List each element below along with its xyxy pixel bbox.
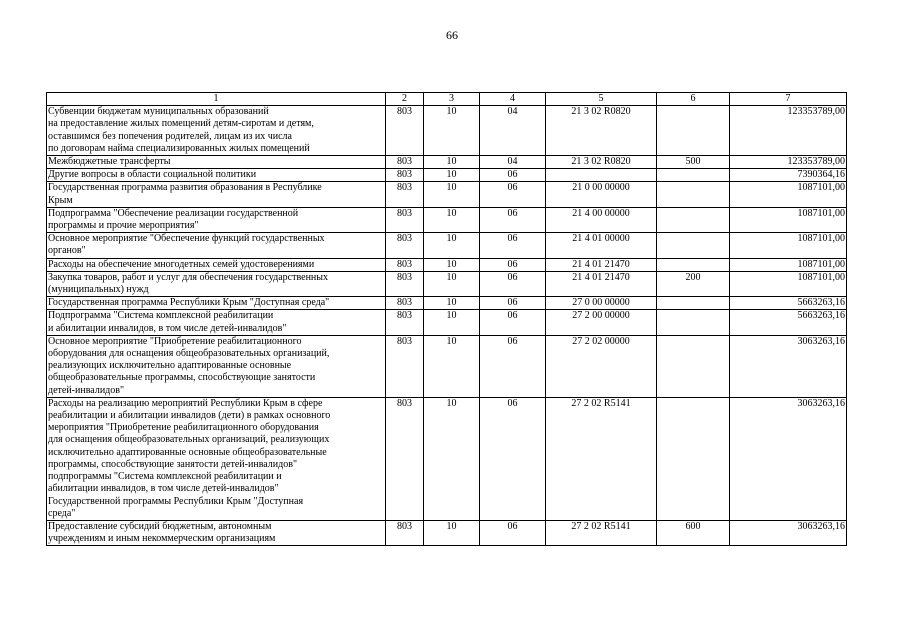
cell-ministry: 803 — [386, 258, 424, 271]
cell-target: 27 2 00 00000 — [546, 310, 657, 335]
cell-amount: 5663263,16 — [730, 297, 847, 310]
cell-expense-type — [657, 169, 730, 182]
cell-section: 10 — [424, 233, 480, 258]
cell-subsection: 06 — [480, 207, 546, 232]
cell-expense-type: 600 — [657, 520, 730, 545]
cell-amount: 1087101,00 — [730, 271, 847, 296]
cell-subsection: 06 — [480, 397, 546, 520]
cell-amount: 1087101,00 — [730, 207, 847, 232]
column-header-ministry: 2 — [386, 93, 424, 106]
cell-ministry: 803 — [386, 233, 424, 258]
cell-target: 27 2 02 R5141 — [546, 520, 657, 545]
cell-name: Межбюджетные трансферты — [47, 156, 386, 169]
cell-subsection: 06 — [480, 182, 546, 207]
cell-section: 10 — [424, 156, 480, 169]
cell-section: 10 — [424, 297, 480, 310]
cell-subsection: 06 — [480, 258, 546, 271]
cell-name: Расходы на реализацию мероприятий Республики Крым в сфере реабилитации и абилитации инвалидов (дети) в рамках основного мероприятия "Приобретение реабилитационного оборудования для оснащения общеобразовательных организаций, реализующих исключительно адаптированные основные общеобразовательные программы, способствующие занятости детей-инвалидов" подпрограммы "Система комплексной реабилитации и абилитации инвалидов, в том числе детей-инвалидов" Государственной программы Республики Крым "Доступная среда" — [47, 397, 386, 520]
cell-subsection: 06 — [480, 271, 546, 296]
cell-expense-type — [657, 182, 730, 207]
cell-ministry: 803 — [386, 182, 424, 207]
column-header-section: 3 — [424, 93, 480, 106]
cell-expense-type: 500 — [657, 156, 730, 169]
cell-name: Субвенции бюджетам муниципальных образований на предоставление жилых помещений детям-сиротам и детям, оставшимся без попечения родителей, лицам из их числа по договорам найма специализированных жилых помещений — [47, 106, 386, 156]
cell-name: Подпрограмма "Обеспечение реализации государственной программы и прочие мероприятия" — [47, 207, 386, 232]
table-row — [47, 106, 847, 156]
cell-target: 21 4 01 21470 — [546, 271, 657, 296]
cell-amount: 1087101,00 — [730, 258, 847, 271]
cell-section: 10 — [424, 169, 480, 182]
cell-ministry: 803 — [386, 297, 424, 310]
cell-ministry: 803 — [386, 310, 424, 335]
table-header-row — [47, 93, 847, 106]
cell-subsection: 06 — [480, 233, 546, 258]
cell-ministry: 803 — [386, 106, 424, 156]
table-row — [47, 520, 847, 545]
cell-target: 21 0 00 00000 — [546, 182, 657, 207]
column-header-subsection: 4 — [480, 93, 546, 106]
table-row — [47, 335, 847, 397]
cell-expense-type — [657, 335, 730, 397]
cell-subsection: 04 — [480, 156, 546, 169]
cell-target: 27 0 00 00000 — [546, 297, 657, 310]
cell-expense-type — [657, 233, 730, 258]
cell-section: 10 — [424, 182, 480, 207]
cell-section: 10 — [424, 520, 480, 545]
cell-amount: 3063263,16 — [730, 397, 847, 520]
cell-target: 21 4 01 21470 — [546, 258, 657, 271]
cell-ministry: 803 — [386, 335, 424, 397]
cell-name: Другие вопросы в области социальной политики — [47, 169, 386, 182]
table-row — [47, 156, 847, 169]
cell-subsection: 04 — [480, 106, 546, 156]
column-header-name: 1 — [47, 93, 386, 106]
cell-ministry: 803 — [386, 207, 424, 232]
cell-amount: 3063263,16 — [730, 335, 847, 397]
cell-ministry: 803 — [386, 156, 424, 169]
cell-target: 21 4 01 00000 — [546, 233, 657, 258]
column-header-amount: 7 — [730, 93, 847, 106]
cell-name: Предоставление субсидий бюджетным, автономным учреждениям и иным некоммерческим организациям — [47, 520, 386, 545]
table-row — [47, 258, 847, 271]
cell-name: Подпрограмма "Система комплексной реабилитации и абилитации инвалидов, в том числе детей-инвалидов" — [47, 310, 386, 335]
cell-section: 10 — [424, 397, 480, 520]
cell-name: Расходы на обеспечение многодетных семей удостоверениями — [47, 258, 386, 271]
table-row — [47, 271, 847, 296]
cell-amount: 5663263,16 — [730, 310, 847, 335]
cell-subsection: 06 — [480, 520, 546, 545]
table-row — [47, 169, 847, 182]
cell-name: Основное мероприятие "Обеспечение функций государственных органов" — [47, 233, 386, 258]
table-row — [47, 397, 847, 520]
cell-target: 27 2 02 R5141 — [546, 397, 657, 520]
cell-ministry: 803 — [386, 169, 424, 182]
cell-expense-type — [657, 106, 730, 156]
cell-target: 21 4 00 00000 — [546, 207, 657, 232]
cell-section: 10 — [424, 207, 480, 232]
cell-name: Государственная программа развития образования в Республике Крым — [47, 182, 386, 207]
cell-ministry: 803 — [386, 271, 424, 296]
cell-amount: 1087101,00 — [730, 233, 847, 258]
cell-expense-type — [657, 397, 730, 520]
cell-name: Закупка товаров, работ и услуг для обеспечения государственных (муниципальных) нужд — [47, 271, 386, 296]
page-number: 66 — [446, 28, 458, 42]
cell-expense-type — [657, 258, 730, 271]
table-row — [47, 207, 847, 232]
cell-amount: 123353789,00 — [730, 156, 847, 169]
cell-amount: 7390364,16 — [730, 169, 847, 182]
cell-expense-type: 200 — [657, 271, 730, 296]
table-row — [47, 182, 847, 207]
cell-section: 10 — [424, 258, 480, 271]
cell-ministry: 803 — [386, 397, 424, 520]
cell-expense-type — [657, 297, 730, 310]
budget-table — [46, 92, 847, 546]
cell-amount: 123353789,00 — [730, 106, 847, 156]
cell-target: 27 2 02 00000 — [546, 335, 657, 397]
cell-subsection: 06 — [480, 335, 546, 397]
cell-expense-type — [657, 310, 730, 335]
cell-section: 10 — [424, 106, 480, 156]
column-header-target: 5 — [546, 93, 657, 106]
cell-section: 10 — [424, 310, 480, 335]
cell-amount: 3063263,16 — [730, 520, 847, 545]
cell-ministry: 803 — [386, 520, 424, 545]
cell-subsection: 06 — [480, 169, 546, 182]
cell-subsection: 06 — [480, 297, 546, 310]
cell-section: 10 — [424, 271, 480, 296]
cell-target: 21 3 02 R0820 — [546, 106, 657, 156]
cell-amount: 1087101,00 — [730, 182, 847, 207]
table-row — [47, 233, 847, 258]
cell-name: Государственная программа Республики Крым "Доступная среда" — [47, 297, 386, 310]
cell-section: 10 — [424, 335, 480, 397]
cell-expense-type — [657, 207, 730, 232]
table-row — [47, 310, 847, 335]
cell-target: 21 3 02 R0820 — [546, 156, 657, 169]
cell-target — [546, 169, 657, 182]
cell-subsection: 06 — [480, 310, 546, 335]
column-header-expense-type: 6 — [657, 93, 730, 106]
cell-name: Основное мероприятие "Приобретение реабилитационного оборудования для оснащения общеобразовательных организаций, реализующих исключительно адаптированные основные общеобразовательные программы, способствующие занятости детей-инвалидов" — [47, 335, 386, 397]
table-row — [47, 297, 847, 310]
